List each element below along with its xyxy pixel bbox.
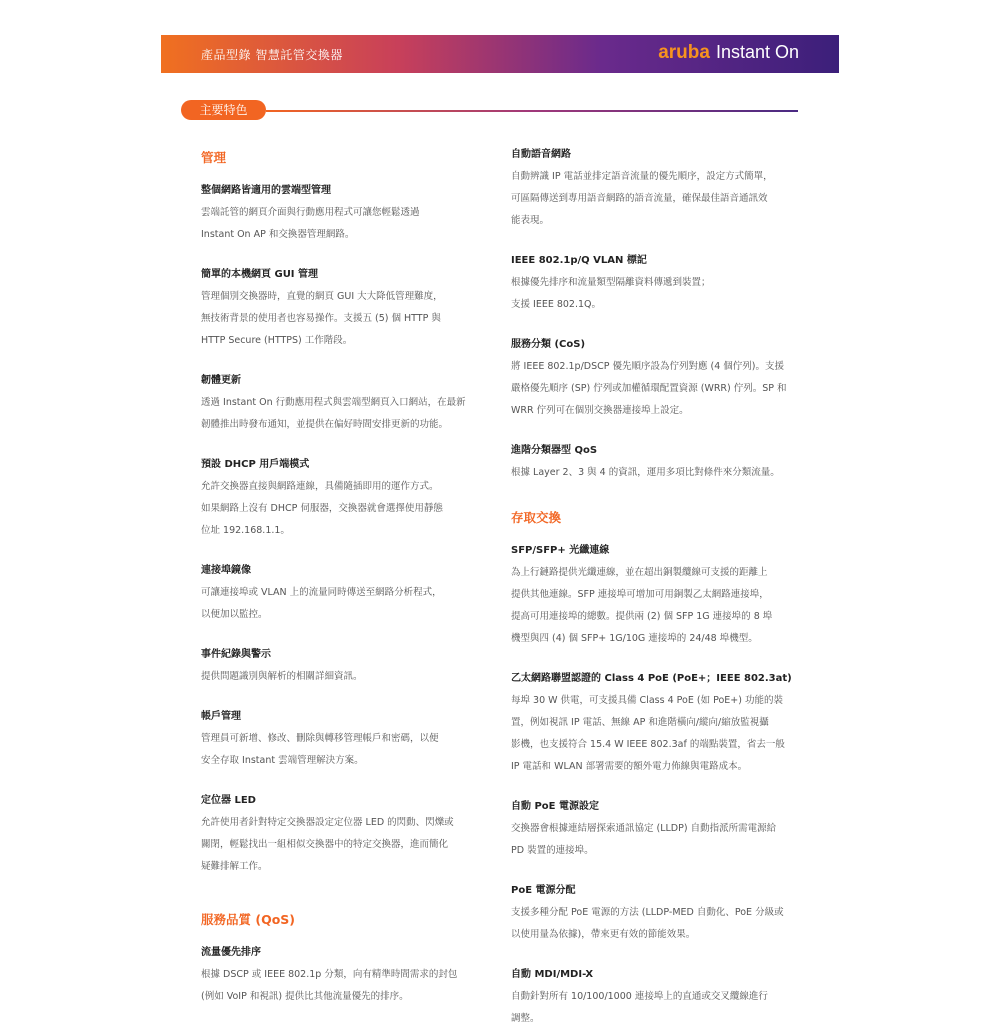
feature-title: SFP/SFP+ 光纖連線 <box>511 545 610 556</box>
feature-description-line: 可讓連接埠或 VLAN 上的流量同時傳送至網路分析程式， <box>201 587 442 598</box>
feature-description-line: 自動辨識 IP 電話並排定語音流量的優先順序，設定方式簡單， <box>511 171 773 182</box>
feature-description-line: 雲端託管的網頁介面與行動應用程式可讓您輕鬆透過 <box>201 207 420 218</box>
feature-item <box>511 254 801 316</box>
feature-title: 整個網路皆適用的雲端型管理 <box>201 185 331 196</box>
feature-description-line: 如果網路上沒有 DHCP 伺服器，交換器就會選擇使用靜態 <box>201 503 443 514</box>
feature-item <box>201 184 491 246</box>
feature-item <box>201 268 491 352</box>
feature-description-line: 根據 Layer 2、3 與 4 的資訊，運用多項比對條件來分類流量。 <box>511 467 780 478</box>
feature-title: IEEE 802.1p/Q VLAN 標記 <box>511 255 647 266</box>
feature-title: 自動 PoE 電源設定 <box>511 801 599 812</box>
feature-description-line: 提供其他連線。SFP 連接埠可增加可用銅製乙太網路連接埠， <box>511 589 769 600</box>
brand-logo <box>658 42 799 64</box>
feature-description-line: 以使用量為依據)，帶來更有效的節能效果。 <box>511 929 696 940</box>
feature-title: 進階分類器型 QoS <box>511 445 598 456</box>
brand-aruba: aruba <box>658 42 710 63</box>
left-column <box>201 148 491 1008</box>
feature-description-line: 透過 Instant On 行動應用程式與雲端型網頁入口網站，在最新 <box>201 397 466 408</box>
feature-item <box>201 374 491 436</box>
feature-description-line: 安全存取 Instant 雲端管理解決方案。 <box>201 755 364 766</box>
feature-title: 事件紀錄與警示 <box>201 649 271 660</box>
feature-title: 乙太網路聯盟認證的 Class 4 PoE (PoE+；IEEE 802.3at) <box>511 673 792 684</box>
feature-description-line: 根據優先排序和流量類型隔離資料傳遞到裝置； <box>511 277 711 288</box>
feature-description-line: 置，例如視訊 IP 電話、無線 AP 和進階橫向/縱向/縮放監視攝 <box>511 717 769 728</box>
feature-description-line: 機型與四 (4) 個 SFP+ 1G/10G 連接埠的 24/48 埠機型。 <box>511 633 758 644</box>
feature-title: 連接埠鏡像 <box>201 565 251 576</box>
feature-title: 帳戶管理 <box>201 711 241 722</box>
header-banner <box>161 35 839 73</box>
feature-title: 自動語音網路 <box>511 149 571 160</box>
feature-title: 流量優先排序 <box>201 947 261 958</box>
feature-description-line: PD 裝置的連接埠。 <box>511 845 594 856</box>
feature-description-line: 以便加以監控。 <box>201 609 268 620</box>
feature-description-line: 疑難排解工作。 <box>201 861 268 872</box>
feature-item <box>511 544 801 650</box>
feature-item <box>201 946 491 1008</box>
feature-title: 自動 MDI/MDI-X <box>511 969 594 980</box>
feature-description-line: 韌體推出時發布通知，並提供在偏好時間安排更新的功能。 <box>201 419 449 430</box>
feature-description-line: 自動針對所有 10/100/1000 連接埠上的直通或交叉纜線進行 <box>511 991 768 1002</box>
feature-description-line: 為上行鏈路提供光纖連線，並在超出銅製纜線可支援的距離上 <box>511 567 768 578</box>
feature-item <box>511 338 801 422</box>
document-title: 產品型錄 智慧託管交換器 <box>201 48 343 62</box>
feature-title: 韌體更新 <box>201 375 241 386</box>
feature-item <box>511 148 801 232</box>
feature-item <box>511 884 801 946</box>
feature-description-line: 將 IEEE 802.1p/DSCP 優先順序設為佇列對應 (4 個佇列)。支援 <box>511 361 785 372</box>
section-heading: 管理 <box>201 150 227 165</box>
feature-description-line: 管理員可新增、修改、刪除與轉移管理帳戶和密碼，以便 <box>201 733 439 744</box>
feature-title: 服務分類 (CoS) <box>511 339 586 350</box>
feature-description-line: 允許使用者針對特定交換器設定定位器 LED 的閃動、閃爍或 <box>201 817 454 828</box>
section-heading: 服務品質 (QoS) <box>201 912 295 927</box>
content-section <box>511 508 801 1030</box>
feature-description-line: 提高可用連接埠的總數。提供兩 (2) 個 SFP 1G 連接埠的 8 埠 <box>511 611 773 622</box>
feature-description-line: IP 電話和 WLAN 部署需要的額外電力佈線與電路成本。 <box>511 761 748 772</box>
feature-item <box>511 672 801 778</box>
feature-title: 定位器 LED <box>201 795 256 806</box>
feature-item <box>511 968 801 1030</box>
feature-item <box>201 648 491 688</box>
feature-item <box>201 794 491 878</box>
brand-instant-on: Instant On <box>715 42 799 62</box>
feature-description-line: 能表現。 <box>511 215 550 226</box>
feature-description-line: 支援 IEEE 802.1Q。 <box>511 299 602 310</box>
feature-title: 簡單的本機網頁 GUI 管理 <box>201 269 319 280</box>
feature-title: PoE 電源分配 <box>511 885 576 896</box>
section-heading: 存取交換 <box>511 510 562 525</box>
feature-item <box>201 564 491 626</box>
feature-description-line: WRR 佇列可在個別交換器連接埠上設定。 <box>511 405 689 416</box>
feature-description-line: (例如 VoIP 和視訊) 提供比其他流量優先的排序。 <box>201 991 409 1002</box>
feature-item <box>201 458 491 542</box>
feature-description-line: 允許交換器直接與網路連線，具備隨插即用的運作方式。 <box>201 481 439 492</box>
feature-description-line: 根據 DSCP 或 IEEE 802.1p 分類，向有精準時間需求的封包 <box>201 969 458 980</box>
feature-item <box>511 444 801 484</box>
feature-description-line: 每埠 30 W 供電，可支援具備 Class 4 PoE (如 PoE+) 功能的裝 <box>511 695 783 706</box>
feature-item <box>201 710 491 772</box>
feature-description-line: 提供問題識別與解析的相關詳細資訊。 <box>201 671 363 682</box>
feature-description-line: 嚴格優先順序 (SP) 佇列或加權循環配置資源 (WRR) 佇列。SP 和 <box>511 383 787 394</box>
content-section <box>201 910 491 1008</box>
feature-description-line: Instant On AP 和交換器管理網路。 <box>201 229 355 240</box>
feature-description-line: 交換器會根據連結層探索通訊協定 (LLDP) 自動指派所需電源給 <box>511 823 777 834</box>
section-label: 主要特色 <box>181 100 266 120</box>
right-column <box>511 148 801 1030</box>
feature-description-line: 關閉，輕鬆找出一組相似交換器中的特定交換器，進而簡化 <box>201 839 449 850</box>
feature-description-line: 調整。 <box>511 1013 540 1024</box>
feature-description-line: 無技術背景的使用者也容易操作。支援五 (5) 個 HTTP 與 <box>201 313 441 324</box>
content-section <box>201 148 491 878</box>
feature-description-line: 管理個別交換器時，直覺的網頁 GUI 大大降低管理難度， <box>201 291 443 302</box>
feature-description-line: 支援多種分配 PoE 電源的方法 (LLDP-MED 自動化、PoE 分級或 <box>511 907 784 918</box>
feature-title: 預設 DHCP 用戶端模式 <box>201 459 310 470</box>
feature-description-line: 影機，也支援符合 15.4 W IEEE 802.3af 的端點裝置，省去一般 <box>511 739 785 750</box>
feature-item <box>511 800 801 862</box>
feature-description-line: 位址 192.168.1.1。 <box>201 525 290 536</box>
feature-description-line: HTTP Secure (HTTPS) 工作階段。 <box>201 335 353 346</box>
content-section <box>511 148 801 484</box>
section-divider <box>266 110 798 112</box>
feature-description-line: 可區隔傳送到專用語音網路的語音流量，確保最佳語音通訊效 <box>511 193 768 204</box>
